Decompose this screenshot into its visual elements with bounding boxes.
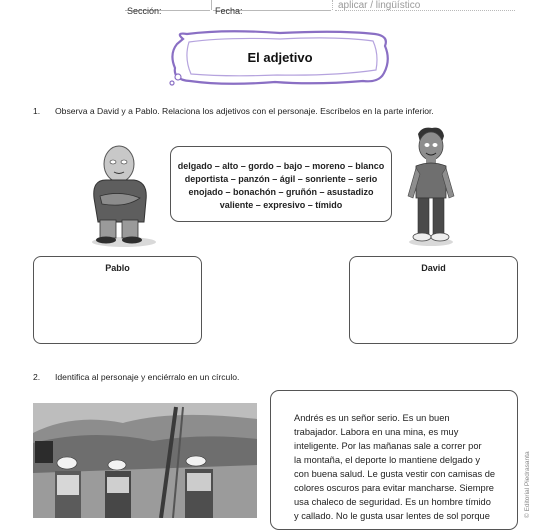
adjectives-line: valiente – expresivo – tímido bbox=[219, 200, 343, 210]
david-label: David bbox=[421, 263, 446, 273]
description-line: trabajador. Labora en una mina, es muy bbox=[294, 427, 459, 437]
title-frame bbox=[165, 30, 395, 88]
david-illustration bbox=[402, 126, 460, 248]
publisher-note: © Editorial Piedrasanta bbox=[524, 451, 531, 518]
miners-photo-image bbox=[33, 403, 257, 518]
miners-photo[interactable] bbox=[33, 403, 257, 518]
description-line: colores oscuros para evitar mancharse. Siempre bbox=[294, 483, 494, 493]
header-divider-2 bbox=[332, 0, 333, 10]
description-line: usa chaleco de seguridad. Es un hombre tímido bbox=[294, 497, 491, 507]
question-2-number: 2. bbox=[33, 372, 41, 382]
adjectives-line: enojado – bonachón – gruñón – asustadizo bbox=[188, 187, 374, 197]
adjectives-box bbox=[170, 146, 392, 222]
page-title: El adjetivo bbox=[247, 50, 313, 65]
question-2-text: Identifica al personaje y enciérralo en un círculo. bbox=[55, 372, 240, 382]
question-1-text: Observa a David y a Pablo. Relaciona los adjetivos con el personaje. Escríbelos en la parte inferior. bbox=[55, 106, 434, 116]
adjectives-line: deportista – panzón – ágil – sonriente – serio bbox=[184, 174, 378, 184]
david-answer-box[interactable] bbox=[349, 256, 518, 344]
question-2 bbox=[33, 372, 239, 382]
date-label: Fecha: bbox=[215, 6, 243, 16]
description-line: inteligente. Por las mañanas sale a correr por bbox=[294, 441, 482, 451]
section-line bbox=[125, 6, 210, 16]
header-aside: aplicar / lingüístico bbox=[338, 0, 421, 11]
description-box bbox=[270, 390, 518, 530]
pablo-answer-box[interactable] bbox=[33, 256, 202, 344]
header-divider bbox=[211, 0, 212, 10]
pablo-label: Pablo bbox=[105, 263, 130, 273]
date-line bbox=[213, 6, 331, 16]
description-line: Andrés es un señor serio. Es un buen bbox=[294, 413, 450, 423]
description-line: y callado. No le gusta usar lentes de sol porque bbox=[294, 511, 490, 521]
description-line: con buena salud. Le gusta vestir con camisas de bbox=[294, 469, 496, 479]
pablo-illustration bbox=[86, 140, 166, 248]
question-1-number: 1. bbox=[33, 106, 41, 116]
section-label: Sección: bbox=[127, 6, 162, 16]
description-line: la montaña, el deporte lo mantiene delgado y bbox=[294, 455, 481, 465]
adjectives-line: delgado – alto – gordo – bajo – moreno – blanco bbox=[177, 161, 385, 171]
question-1 bbox=[33, 106, 434, 116]
